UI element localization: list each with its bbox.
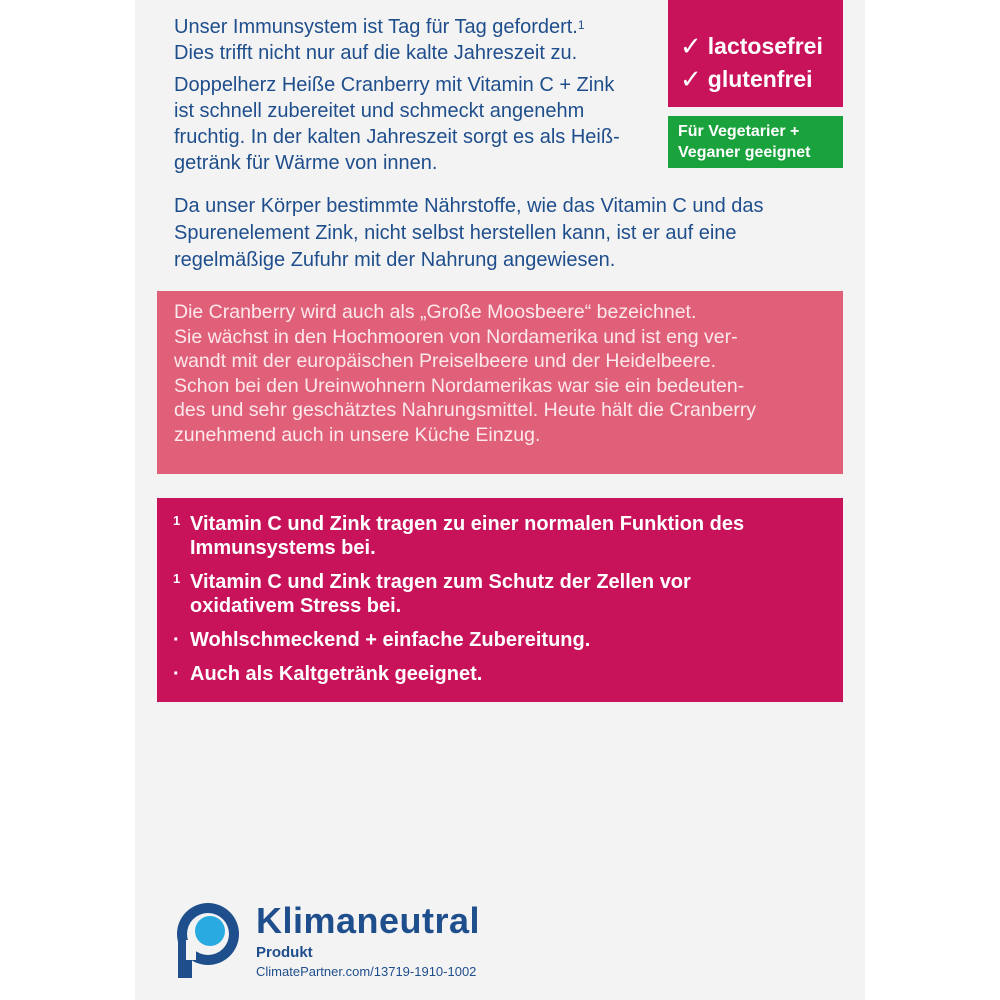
vegan-badge: Für Vegetarier + Veganer geeignet (668, 116, 843, 168)
gluten-free-label: glutenfrei (707, 66, 813, 92)
benefits-box (157, 498, 843, 702)
cranberry-info-text: Die Cranberry wird auch als „Große Moosbeere“ bezeichnet. Sie wächst in den Hochmooren von Nordamerika und ist eng ver- wandt mit der europäischen Preiselbeere und der Heidelbeere. Schon bei den Ureinwohnern Nordamerikas war sie ein bedeuten- des und sehr geschätztes Nahrungsmittel. Heute hält die Cranberry zunehmend auch in unsere Küche Einzug. (174, 301, 757, 446)
footnote-marker: 1 (173, 513, 181, 528)
gluten-free-row (680, 63, 843, 96)
climatepartner-icon (172, 900, 244, 980)
benefit-item: 1 Vitamin C und Zink tragen zu einer normalen Funktion des Immunsystems bei. (173, 512, 829, 560)
bullet-marker: · (173, 629, 180, 651)
cranberry-info-box (157, 291, 843, 474)
footnote-marker: 1 (577, 18, 585, 32)
checkmark-icon: ✓ (680, 64, 702, 94)
intro-paragraph-2: Doppelherz Heiße Cranberry mit Vitamin C + Zink ist schnell zubereitet und schmeckt angenehm fruchtig. In der kalten Jahreszeit sorgt es als Heiß- getränk für Wärme von innen. (174, 74, 620, 174)
benefit-item: · Auch als Kaltgetränk geeignet. (173, 663, 483, 685)
intro-text (174, 14, 674, 182)
footnote-marker: 1 (173, 571, 181, 586)
intro-paragraph-3: Da unser Körper bestimmte Nährstoffe, wie das Vitamin C und das Spurenelement Zink, nicht selbst herstellen kann, ist er auf eine regelmäßige Zufuhr mit der Nahrung angewiesen. (174, 195, 764, 271)
climate-neutral-logo (172, 900, 572, 982)
logo-title: Klimaneutral (256, 900, 481, 941)
lactose-free-label: lactosefrei (707, 33, 823, 59)
benefit-item: · Wohlschmeckend + einfache Zubereitung. (173, 629, 591, 651)
logo-url: ClimatePartner.com/13719-1910-1002 (256, 964, 477, 979)
benefit-item: 1 Vitamin C und Zink tragen zum Schutz der Zellen vor oxidativem Stress bei. (173, 570, 829, 618)
intro-paragraph-1: Unser Immunsystem ist Tag für Tag gefordert.$^1$ Dies trifft nicht nur auf die kalte Jahreszeit zu. (174, 16, 585, 64)
logo-subtitle: Produkt (256, 944, 313, 961)
free-from-badge (668, 0, 843, 107)
lactose-free-row (680, 30, 843, 63)
bullet-marker: · (173, 663, 180, 685)
checkmark-icon: ✓ (680, 31, 702, 61)
